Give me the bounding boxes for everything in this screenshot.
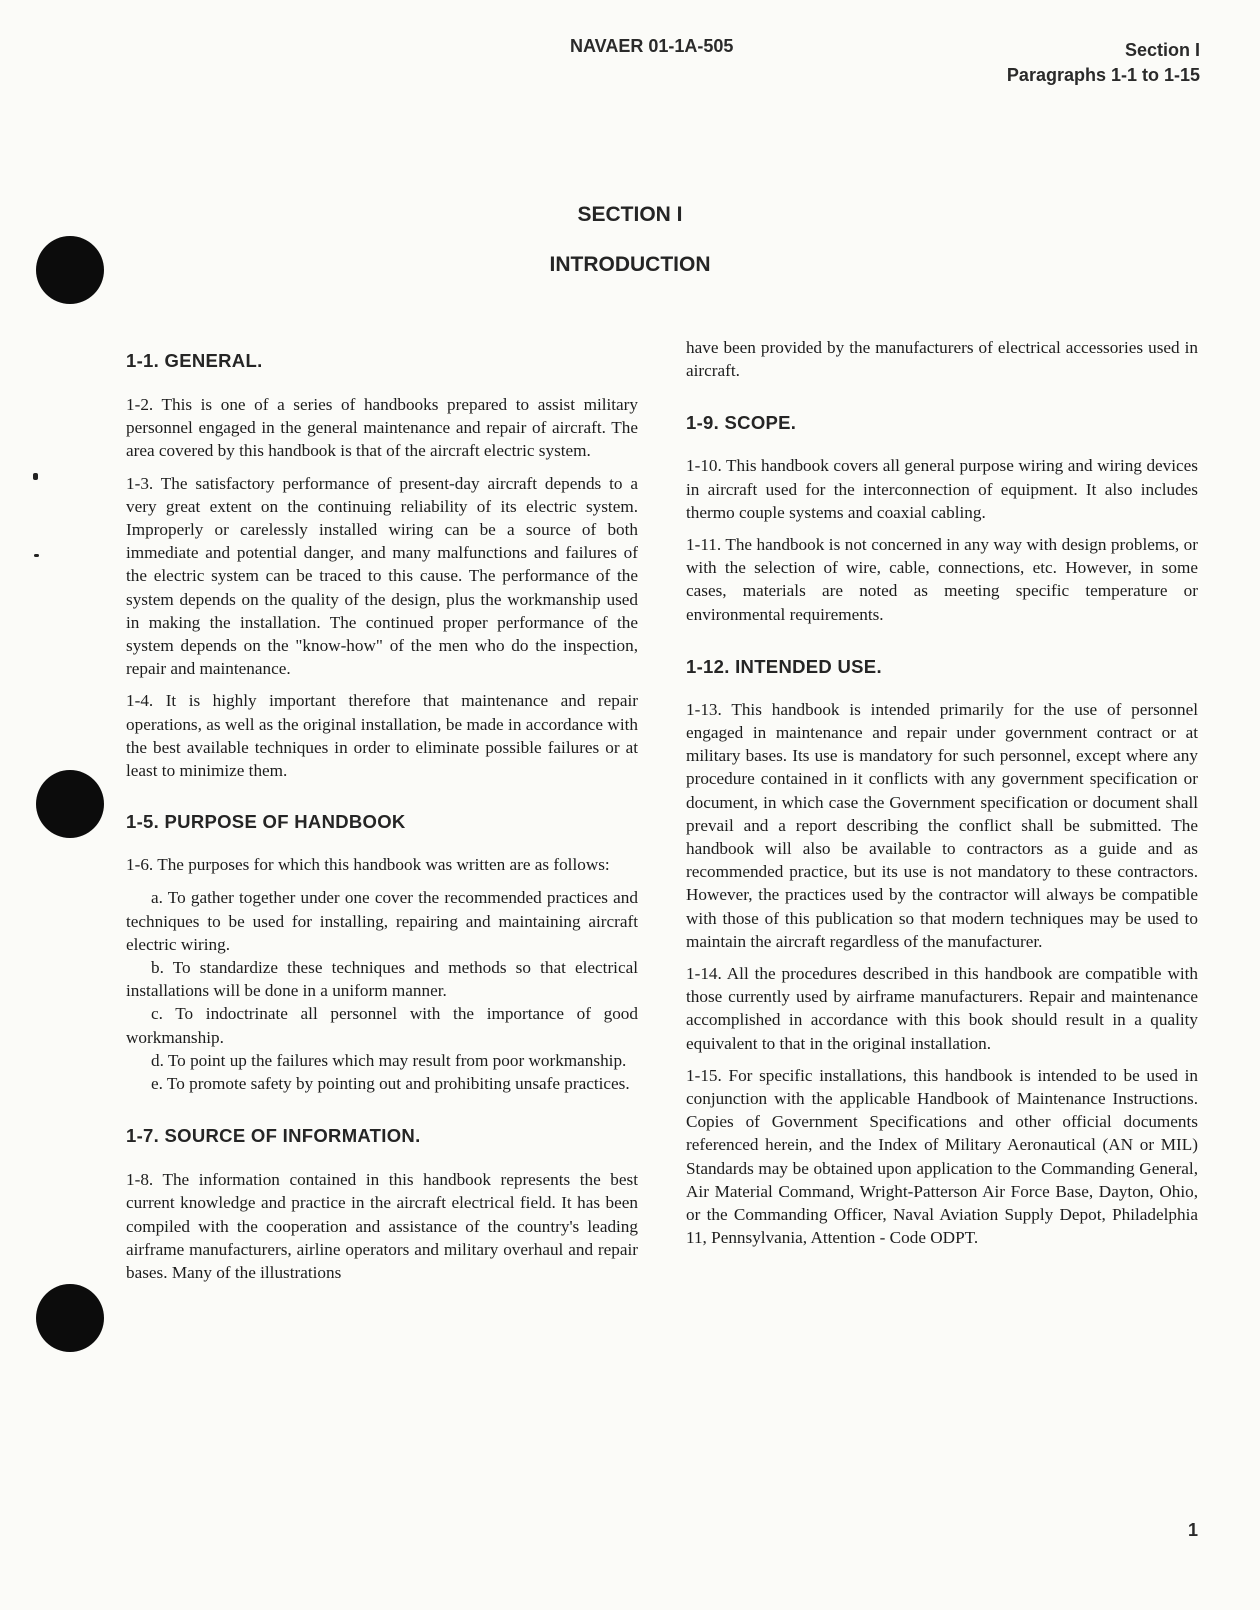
page-number: 1 — [1187, 1520, 1198, 1540]
paragraph-1-8-continued: have been provided by the manufacturers of electrical accessories used in aircraft. — [686, 338, 1198, 381]
section-label: Section I — [1124, 40, 1200, 60]
binder-hole-middle — [36, 770, 104, 838]
list-item-c: c. To indoctrinate all personnel with the importance of good workmanship. — [126, 1004, 638, 1047]
running-header — [1007, 38, 1200, 88]
paragraph-range: Paragraphs 1-1 to 1-15 — [1006, 65, 1200, 85]
paragraph-1-4: 1-4. It is highly important therefore that maintenance and repair operations, as well as the original installation, be made in accordance with the best available techniques in order to eliminate possible failures or at least to minimize them. — [126, 691, 638, 781]
section-title: SECTION I — [577, 203, 683, 226]
scan-speck — [33, 473, 38, 480]
paragraph-1-13: 1-13. This handbook is intended primarily for the use of personnel engaged in maintenance and repair under government contract or at military bases. Its use is mandatory for such personnel, except where any procedure contained in it conflicts with any government specification or document, in which case the Government specification or document shall prevail and a report describing the conflict shall be submitted. The handbook will also be available to contractors as a guide and as recommended practice, but its use is not mandatory to these contractors. However, the practices used by the contractor will always be compatible with those of this publication so that modern techniques may be used to maintain the aircraft regardless of the manufacturer. — [686, 699, 1198, 951]
heading-source: 1-7. SOURCE OF INFORMATION. — [126, 1125, 421, 1147]
paragraph-1-2: 1-2. This is one of a series of handbooks prepared to assist military personnel engaged in the general maintenance and repair of aircraft. The area covered by this handbook is that of the aircraft electric system. — [126, 395, 638, 461]
heading-purpose: 1-5. PURPOSE OF HANDBOOK — [126, 811, 406, 833]
list-item-e: e. To promote safety by pointing out and prohibiting unsafe practices. — [151, 1074, 630, 1094]
paragraph-1-11: 1-11. The handbook is not concerned in any way with design problems, or with the selection of wire, cable, connections, etc. However, in some cases, materials are noted as meeting specific temperature or environmental requirements. — [686, 535, 1198, 624]
paragraph-1-14: 1-14. All the procedures described in this handbook are compatible with those currently used by airframe manufacturers. Repair and maintenance accomplished in accordance with this book should result in a quality equivalent to that in the original installation. — [686, 964, 1198, 1053]
list-item-a: a. To gather together under one cover the recommended practices and techniques to be used for installing, repairing and maintaining aircraft electric wiring. — [126, 888, 638, 954]
left-column — [126, 336, 638, 1284]
heading-scope: 1-9. SCOPE. — [686, 412, 797, 434]
right-column — [686, 336, 1198, 1250]
paragraph-1-8: 1-8. The information contained in this handbook represents the best current knowledge and practice in the aircraft electrical field. It has been compiled with the cooperation and assistance of the country's leading airframe manufacturers, airline operators and military overhaul and repair bases. Many of the illustrations — [126, 1170, 638, 1283]
list-item-b: b. To standardize these techniques and methods so that electrical installations will be done in a uniform manner. — [126, 958, 638, 1001]
heading-intended-use: 1-12. INTENDED USE. — [686, 655, 882, 677]
scan-speck — [34, 554, 39, 557]
paragraph-1-3: 1-3. The satisfactory performance of present-day aircraft depends to a very great extent on the continuing reliability of its electric system. Improperly or carelessly installed wiring can be a source of both immediate and potential danger, and many malfunctions and failures of the electric system can be traced to this cause. The performance of the system depends on the quality of the design, plus the workmanship used in making the installation. The continued proper performance of the system depends on the "know-how" of the men who do the inspection, repair and maintenance. — [126, 473, 638, 679]
section-subtitle: INTRODUCTION — [549, 253, 711, 276]
paragraph-1-6: 1-6. The purposes for which this handbook was written are as follows: — [126, 855, 610, 875]
document-number: NAVAER 01-1A-505 — [570, 36, 734, 56]
paragraph-1-15: 1-15. For specific installations, this handbook is intended to be used in conjunction with the applicable Handbook of Maintenance Instructions. Copies of Government Specifications and other official documents referenced herein, and the Index of Military Aeronautical (AN or MIL) Standards may be obtained upon application to the Commanding General, Air Material Command, Wright-Patterson Air Force Base, Dayton, Ohio, or the Commanding Officer, Naval Aviation Supply Depot, Philadelphia 11, Pennsylvania, Attention - Code ODPT. — [686, 1065, 1198, 1248]
paragraph-1-10: 1-10. This handbook covers all general purpose wiring and wiring devices in aircraft used for the interconnection of equipment. It also includes thermo couple systems and coaxial cabling. — [686, 456, 1198, 522]
heading-general: 1-1. GENERAL. — [126, 350, 263, 371]
list-item-d: d. To point up the failures which may result from poor workmanship. — [151, 1050, 627, 1070]
binder-hole-bottom — [36, 1284, 104, 1352]
